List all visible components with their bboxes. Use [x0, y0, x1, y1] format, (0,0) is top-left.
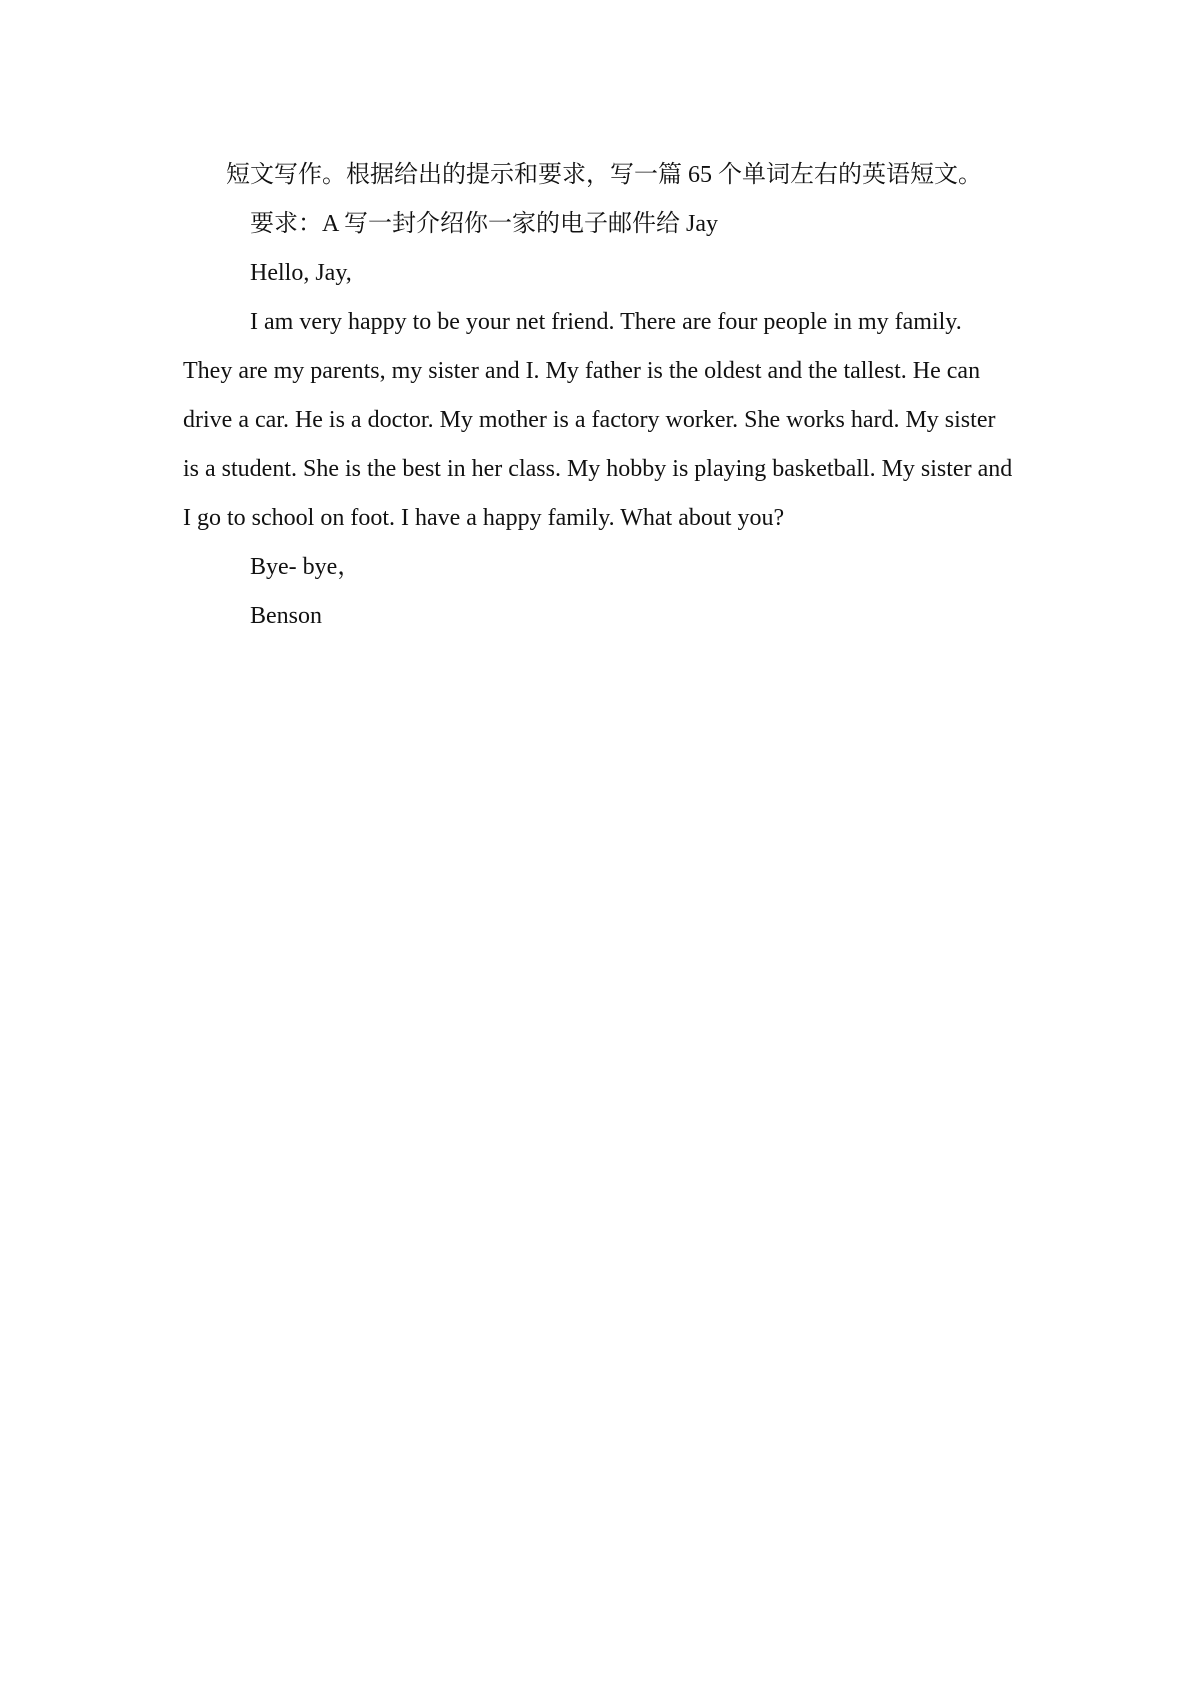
email-body-line: drive a car. He is a doctor. My mother is a factory worker. She works hard. My sister	[183, 407, 996, 433]
email-body-line: They are my parents, my sister and I. My father is the oldest and the tallest. He can	[183, 358, 981, 384]
email-body-line: is a student. She is the best in her class. My hobby is playing basketball. My sister and	[183, 456, 1013, 482]
email-body-line: I go to school on foot. I have a happy family. What about you?	[183, 505, 785, 531]
email-greeting: Hello, Jay,	[250, 260, 352, 286]
writing-task-requirement: 要求：A 写一封介绍你一家的电子邮件给 Jay	[250, 211, 718, 237]
email-body-line: I am very happy to be your net friend. There are four people in my family.	[250, 309, 962, 335]
writing-task-instruction: 短文写作。根据给出的提示和要求，写一篇 65 个单词左右的英语短文。	[226, 162, 982, 188]
email-closing: Bye- bye，	[250, 554, 362, 580]
email-signature: Benson	[250, 603, 322, 629]
